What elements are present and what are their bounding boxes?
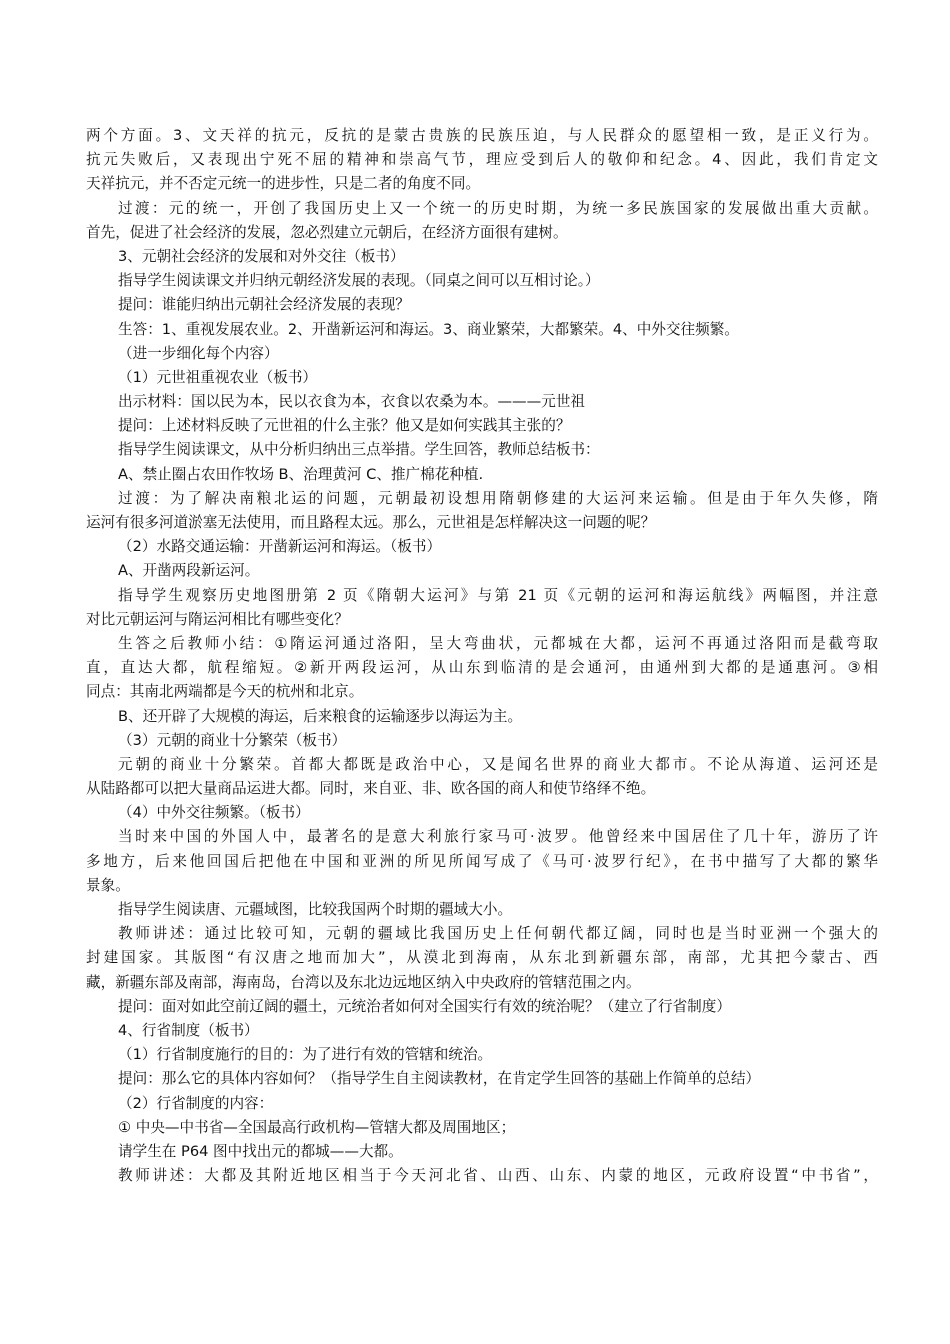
text-line: 指导学生阅读课文并归纳元朝经济发展的表现。（同桌之间可以互相讨论。） [118,272,600,290]
text-line: 直，直达大都，航程缩短。②新开两段运河，从山东到临清的是会通河，由通州到大都的是通惠河。③相 [86,659,878,677]
text-line: 运河有很多河道淤塞无法使用，而且路程太远。那么，元世祖是怎样解决这一问题的呢？ [86,514,656,531]
text-line: （3）元朝的商业十分繁荣（板书） [118,731,347,749]
text-line: A、禁止圈占农田作牧场 B、治理黄河 C、推广棉花种植. [118,465,484,483]
text-line: 指导学生观察历史地图册第 2 页《隋朝大运河》与第 21 页《元朝的运河和海运航线》两幅图，并注意 [118,586,878,604]
text-line: （进一步细化每个内容） [118,344,279,362]
text-line: （2）行省制度的内容： [118,1094,274,1112]
text-line: B、还开辟了大规模的海运，后来粮食的运输逐步以海运为主。 [118,707,523,725]
text-line: 景象。 [86,876,130,894]
text-line: 首先，促进了社会经济的发展，忽必烈建立元朝后，在经济方面很有建树。 [86,223,568,241]
text-line: 对比元朝运河与隋运河相比有哪些变化？ [86,610,349,628]
text-line: 当时来中国的外国人中，最著名的是意大利旅行家马可·波罗。他曾经来中国居住了几十年，游历了许 [118,828,878,846]
text-line: （1）元世祖重视农业（板书） [118,368,318,386]
text-line: 指导学生阅读唐、元疆域图，比较我国两个时期的疆域大小。 [118,901,513,918]
text-line: 过渡：为了解决南粮北运的问题，元朝最初设想用隋朝修建的大运河来运输。但是由于年久失修，隋 [118,489,878,507]
text-line: （2）水路交通运输：开凿新运河和海运。（板书） [118,538,442,556]
text-line: 封建国家。其版图“有汉唐之地而加大”，从漠北到海南，从东北到新疆东部，南部，尤其把今蒙古、西 [86,949,878,967]
text-line: 教师讲述：大都及其附近地区相当于今天河北省、山西、山东、内蒙的地区，元政府设置“中书省”， [118,1167,878,1185]
text-line: 3、元朝社会经济的发展和对外交往（板书） [118,247,405,265]
text-line: 请学生在 P64 图中找出元的都城——大都。 [118,1142,403,1160]
text-line: 多地方，后来他回国后把他在中国和亚洲的所见所闻写成了《马可·波罗行纪》，在书中描写了大都的繁华 [86,852,878,870]
text-line: 提问：上述材料反映了元世祖的什么主张？他又是如何实践其主张的？ [118,417,571,435]
text-line: 生答之后教师小结：①隋运河通过洛阳，呈大弯曲状，元都城在大都，运河不再通过洛阳而是截弯取 [118,634,878,652]
text-line: 从陆路都可以把大量商品运进大都。同时，来自亚、非、欧各国的商人和使节络绎不绝。 [86,780,656,798]
text-line: 提问：面对如此空前辽阔的疆土，元统治者如何对全国实行有效的统治呢？（建立了行省制度） [118,997,731,1015]
text-line: ① 中央—中书省—全国最高行政机构—管辖大都及周围地区； [118,1118,516,1136]
text-line: 教师讲述：通过比较可知，元朝的疆域比我国历史上任何朝代都辽阔，同时也是当时亚洲一个强大的 [118,925,878,943]
text-line: （1）行省制度施行的目的：为了进行有效的管辖和统治。 [118,1046,493,1064]
text-line: 出示材料：国以民为本，民以衣食为本，衣食以农桑为本。———元世祖 [118,393,586,411]
text-line: 抗元失败后，又表现出宁死不屈的精神和崇高气节，理应受到后人的敬仰和纪念。4、因此，我们肯定文 [86,151,878,169]
text-line: 4、行省制度（板书） [118,1021,259,1039]
text-line: 过渡：元的统一，开创了我国历史上又一个统一的历史时期，为统一多民族国家的发展做出重大贡献。 [118,199,878,217]
text-line: 生答：1、重视发展农业。2、开凿新运河和海运。3、商业繁荣，大都繁荣。4、中外交往频繁。 [118,320,739,338]
text-line: 指导学生阅读课文，从中分析归纳出三点举措。学生回答，教师总结板书： [118,441,600,459]
text-line: 藏，新疆东部及南部，海南岛，台湾以及东北边远地区纳入中央政府的管辖范围之内。 [86,973,641,991]
text-line: （4）中外交往频繁。（板书） [118,804,310,822]
text-line: 两个方面。3、文天祥的抗元，反抗的是蒙古贵族的民族压迫，与人民群众的愿望相一致，是正义行为。 [86,127,878,144]
document-body [86,124,878,1188]
text-line: 天祥抗元，并不否定元统一的进步性，只是二者的角度不同。 [86,175,481,193]
text-line: 提问：谁能归纳出元朝社会经济发展的表现？ [118,296,410,314]
text-line: 提问：那么它的具体内容如何？（指导学生自主阅读教材，在肯定学生回答的基础上作简单的总结） [118,1070,761,1088]
text-line: A、开凿两段新运河。 [118,562,260,580]
text-line: 元朝的商业十分繁荣。首都大都既是政治中心，又是闻名世界的商业大都市。不论从海道、运河还是 [118,755,878,773]
text-line: 同点：其南北两端都是今天的杭州和北京。 [86,683,364,701]
